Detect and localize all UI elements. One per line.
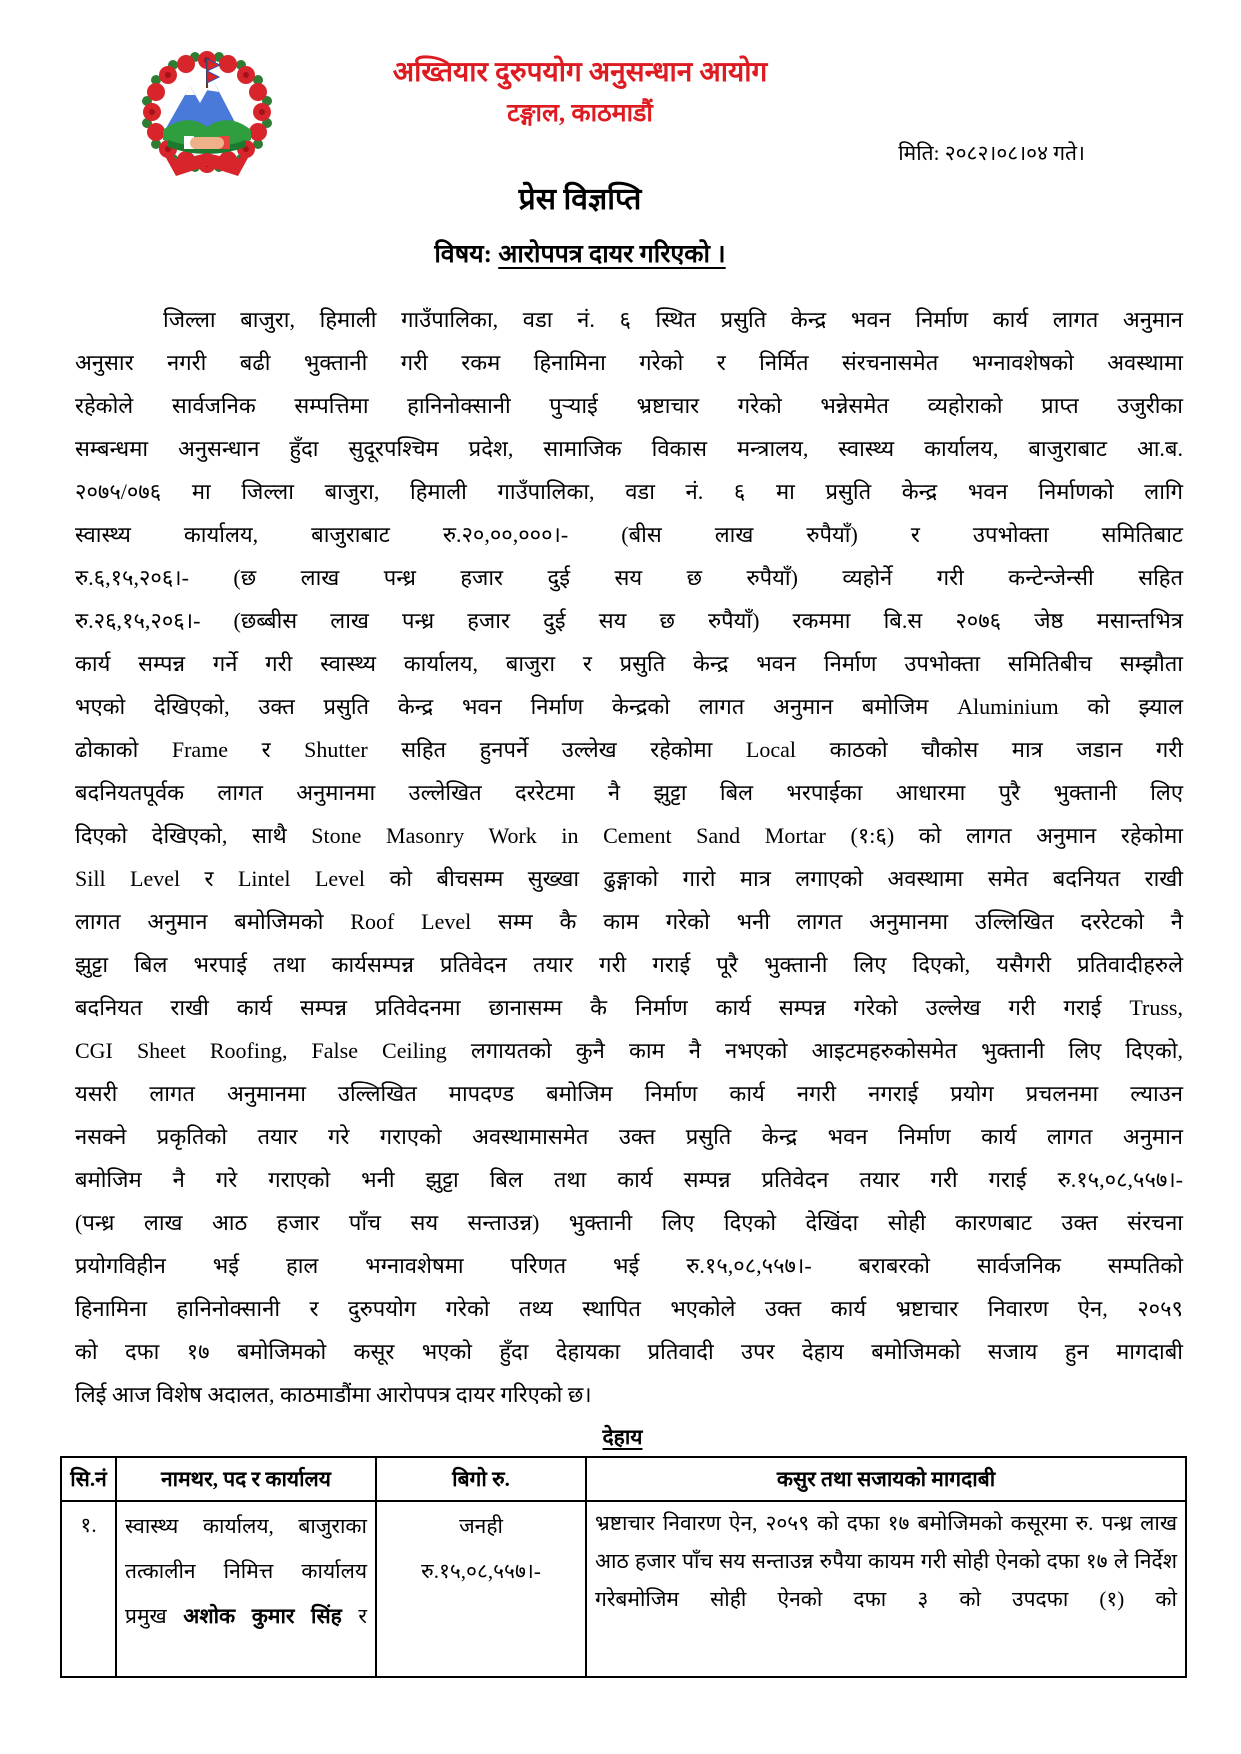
col-header-charge: कसुर तथा सजायको मागदाबी — [586, 1457, 1186, 1501]
body-line: सम्बन्धमा अनुसन्धान हुँदा सुदूरपश्चिम प्रदेश, सामाजिक विकास मन्त्रालय, स्वास्थ्य कार्यालय, बाजुराबाट आ.ब. — [75, 436, 1183, 461]
body-line: बदनियत राखी कार्य सम्पन्न प्रतिवेदनमा छानासम्म कै निर्माण कार्य सम्पन्न गरेको उल्लेख गरी गराई Truss, — [75, 995, 1183, 1020]
table-row — [61, 1501, 1186, 1677]
charges-table — [60, 1456, 1187, 1678]
col-header-amount: बिगो रु. — [376, 1457, 586, 1501]
col-header-name: नामथर, पद र कार्यालय — [116, 1457, 376, 1501]
body-line: CGI Sheet Roofing, False Ceiling लगायतको कुनै काम नै नभएको आइटमहरुकोसमेत भुक्तानी लिए दिएको, — [75, 1038, 1183, 1063]
body-line: जिल्ला बाजुरा, हिमाली गाउँपालिका, वडा नं. ६ स्थित प्रसुति केन्द्र भवन निर्माण कार्य लागत अनुमान — [163, 307, 1183, 332]
defendant-suffix: र — [341, 1604, 368, 1628]
body-line: नसक्ने प्रकृतिको तयार गरे गराएको अवस्थामासमेत उक्त प्रसुति केन्द्र भवन निर्माण कार्य लागत अनुमान — [75, 1124, 1183, 1149]
body-line: को दफा १७ बमोजिमको कसूर भएको हुँदा देहायका प्रतिवादी उपर देहाय बमोजिमको सजाय हुन मागदाबी — [75, 1339, 1183, 1364]
defendant-office: स्वास्थ्य कार्यालय, बाजुराका तत्कालीन निमित्त कार्यालय प्रमुख — [125, 1514, 367, 1628]
cell-defendant-name — [116, 1501, 376, 1677]
defendant-person: अशोक कुमार सिंह — [183, 1604, 342, 1628]
body-line: (पन्ध्र लाख आठ हजार पाँच सय सन्ताउन्न) भुक्तानी लिए दिएको देखिंदा सोही कारणबाट उक्त संरचना — [75, 1210, 1183, 1235]
subject-text: आरोपपत्र दायर गरिएको । — [498, 241, 726, 268]
body-line: भएको देखिएको, उक्त प्रसुति केन्द्र भवन निर्माण केन्द्रको लागत अनुमान बमोजिम Aluminium को झ्याल — [75, 694, 1183, 719]
date-line: मिति: २०८२।०८।०४ गते। — [898, 141, 1085, 165]
body-line: रहेकोले सार्वजनिक सम्पत्तिमा हानिनोक्सानी पुऱ्याई भ्रष्टाचार गरेको भन्नेसमेत व्यहोराको प्राप्त उजुरीका — [75, 393, 1183, 418]
body-line: अनुसार नगरी बढी भुक्तानी गरी रकम हिनामिना गरेको र निर्मित संरचनासमेत भग्नावशेषको अवस्थामा — [75, 350, 1183, 375]
body-line: हिनामिना हानिनोक्सानी र दुरुपयोग गरेको तथ्य स्थापित भएकोले उक्त कार्य भ्रष्टाचार निवारण ऐन, २०५९ — [75, 1296, 1183, 1321]
nepal-emblem-logo — [128, 50, 286, 190]
body-line: लागत अनुमान बमोजिमको Roof Level सम्म कै काम गरेको भनी लागत अनुमानमा उल्लिखित दररेटको नै — [75, 909, 1183, 934]
org-name: अख्तियार दुरुपयोग अनुसन्धान आयोग — [392, 57, 768, 88]
amount-label: जनही — [459, 1514, 503, 1538]
cell-serial-number: १. — [61, 1501, 116, 1677]
subject-line — [75, 236, 1085, 274]
body-line: कार्य सम्पन्न गर्ने गरी स्वास्थ्य कार्यालय, बाजुरा र प्रसुति केन्द्र भवन निर्माण उपभोक्ता समितिबीच सम्झौता — [75, 651, 1183, 676]
cell-charge-demand: भ्रष्टाचार निवारण ऐन, २०५९ को दफा १७ बमोजिमको कसूरमा रु. पन्ध्र लाख आठ हजार पाँच सय सन्ताउन्न रुपैया कायम गरी सोही ऐनको दफा १७ ले निर्देश गरेबमोजिम सोही ऐनको दफा ३ को उपदफा (१) को — [586, 1501, 1186, 1677]
body-line: Sill Level र Lintel Level को बीचसम्म सुख्खा ढुङ्गाको गारो मात्र लगाएको अवस्थामा समेत बदनियत राखी — [75, 866, 1183, 891]
amount-value: रु.१५,०८,५५७।- — [421, 1559, 541, 1583]
body-line: २०७५/०७६ मा जिल्ला बाजुरा, हिमाली गाउँपालिका, वडा नं. ६ मा प्रसुति केन्द्र भवन निर्माणको लागि — [75, 479, 1183, 504]
cell-amount — [376, 1501, 586, 1677]
table-header-row — [61, 1457, 1186, 1501]
body-line: लिई आज विशेष अदालत, काठमाडौंमा आरोपपत्र दायर गरिएको छ। — [75, 1382, 592, 1407]
body-line: रु.६,१५,२०६।- (छ लाख पन्ध्र हजार दुई सय छ रुपैयाँ) व्यहोर्ने गरी कन्टेन्जेन्सी सहित — [75, 565, 1183, 590]
table-caption: देहाय — [602, 1425, 643, 1449]
body-line: बमोजिम नै गरे गराएको भनी झुट्टा बिल तथा कार्य सम्पन्न प्रतिवेदन तयार गरी गराई रु.१५,०८,५५७।- — [75, 1167, 1183, 1192]
body-line: रु.२६,१५,२०६।- (छब्बीस लाख पन्ध्र हजार दुई सय छ रुपैयाँ) रकममा बि.स २०७६ जेष्ठ मसान्तभित्र — [75, 608, 1183, 633]
body-line: दिएको देखिएको, साथै Stone Masonry Work in Cement Sand Mortar (१:६) को लागत अनुमान रहेकोमा — [75, 823, 1183, 848]
body-paragraph — [75, 298, 1183, 1416]
body-line: ढोकाको Frame र Shutter सहित हुनपर्ने उल्लेख रहेकोमा Local काठको चौकोस मात्र जडान गरी — [75, 737, 1183, 762]
subject-label: विषय: — [434, 241, 499, 268]
body-line: बदनियतपूर्वक लागत अनुमानमा उल्लेखित दररेटमा नै झुट्टा बिल भरपाईका आधारमा पुरै भुक्तानी लिए — [75, 780, 1183, 805]
body-line: झुट्टा बिल भरपाई तथा कार्यसम्पन्न प्रतिवेदन तयार गरी गराई पूरै भुक्तानी लिए दिएको, यसैगरी प्रतिवादीहरुले — [75, 952, 1183, 977]
body-line: प्रयोगविहीन भई हाल भग्नावशेषमा परिणत भई रु.१५,०८,५५७।- बराबरको सार्वजनिक सम्पतिको — [75, 1253, 1183, 1278]
body-line: यसरी लागत अनुमानमा उल्लिखित मापदण्ड बमोजिम निर्माण कार्य नगरी नगराई प्रयोग प्रचलनमा ल्याउन — [75, 1081, 1183, 1106]
page-title: प्रेस विज्ञप्ति — [518, 183, 642, 216]
org-location: टङ्गाल, काठमाडौं — [507, 100, 653, 127]
col-header-sn: सि.नं — [61, 1457, 116, 1501]
body-line: स्वास्थ्य कार्यालय, बाजुराबाट रु.२०,००,०००।- (बीस लाख रुपैयाँ) र उपभोक्ता समितिबाट — [75, 522, 1183, 547]
